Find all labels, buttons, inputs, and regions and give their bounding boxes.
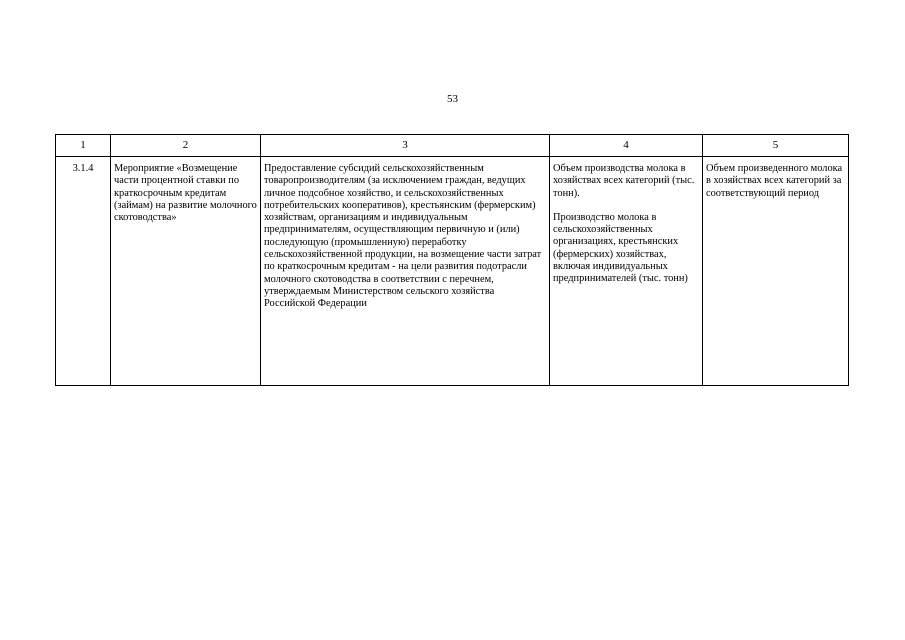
indicator-milk-all-categories: Объем производства молока в хозяйствах всех категорий (тыс. тонн). — [553, 163, 695, 199]
program-table — [55, 134, 849, 386]
header-cell-4: 4 — [550, 135, 703, 157]
page-number: 53 — [447, 93, 458, 105]
row-indicators-cell — [550, 157, 703, 386]
header-cell-1: 1 — [56, 135, 111, 157]
header-cell-2: 2 — [111, 135, 261, 157]
header-cell-3: 3 — [261, 135, 550, 157]
row-result-cell: Объем произведенного молока в хозяйствах всех категорий за соответствующий период — [703, 157, 849, 386]
indicator-milk-agri-organizations: Производство молока в сельскохозяйственных организациях, крестьянских (фермерских) хозяйствах, включая индивидуальных предпринимателей (тыс. тонн) — [553, 211, 688, 285]
table-header-row — [56, 135, 849, 157]
row-description-cell: Предоставление субсидий сельскохозяйственным товаропроизводителям (за исключением граждан, ведущих личное подсобное хозяйство, и сельскохозяйственных потребительских кооперативов), крестьянским (фермерским) хозяйствам, организациям и индивидуальным предпринимателям, осуществляющим первичную и (или) последующую (промышленную) переработку сельскохозяйственной продукции, на возмещение части затрат по краткосрочным кредитам - на цели развития подотрасли молочного скотоводства в соответствии с перечнем, утверждаемым Министерством сельского хозяйства Российской Федерации — [261, 157, 550, 386]
row-event-cell: Мероприятие «Возмещение части процентной ставки по краткосрочным кредитам (займам) на развитие молочного скотоводства» — [111, 157, 261, 386]
header-cell-5: 5 — [703, 135, 849, 157]
table-row — [56, 157, 849, 386]
row-code-cell: 3.1.4 — [56, 157, 111, 386]
